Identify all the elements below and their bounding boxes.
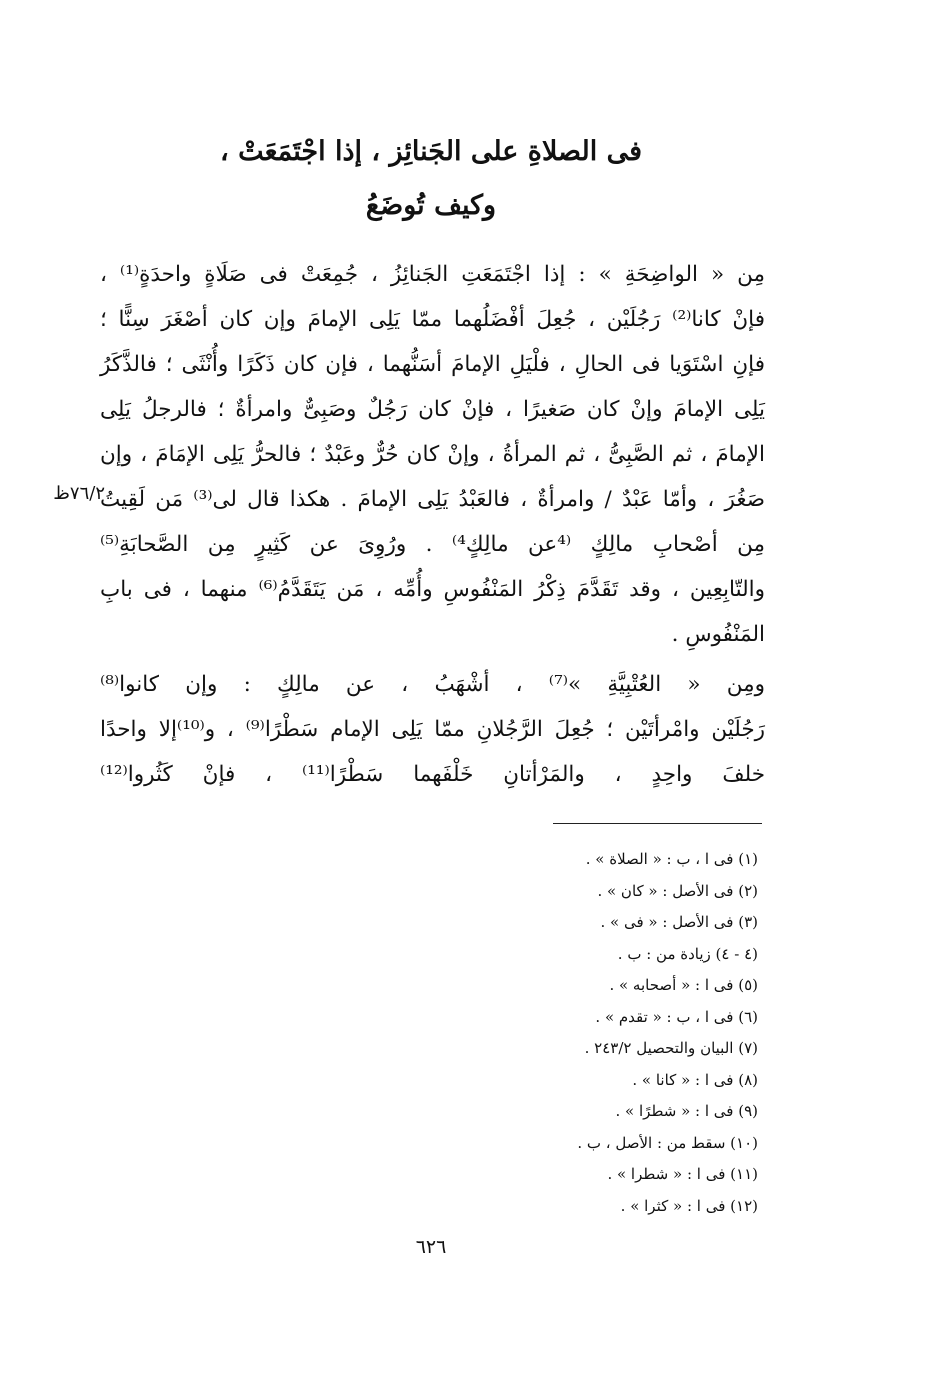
text-line: المَنْفُوسِ . (671, 622, 765, 647)
text-line: ومِن « العُتْبِيَّةِ »⁽⁷⁾ ، أشْهَبُ ، عن مالِكٍ : وإن كانوا⁽⁸⁾ (100, 672, 766, 697)
text-line: فإنْ كانا⁽²⁾ رَجُلَيْن ، جُعِلَ أفْضَلُهما ممّا يَلِى الإمامَ وإن كان أصْغَرَ سِنًّا ؛ (100, 307, 765, 332)
text-line: يَلِى الإمامَ وإنْ كان صَغيرًا ، فإنْ كان رَجُلٌ وصَبِىٌّ وامرأةٌ ؛ فالرجلُ يَلِى (100, 397, 765, 422)
footnote: (٤ - ٤) زيادة من : ب . (617, 944, 758, 963)
footnote: (٧) البيان والتحصيل ٢٤٣/٢ . (584, 1039, 758, 1057)
text-line: صَغُرَ ، وأمّا عَبْدٌ / وامرأةٌ ، فالعَبْدُ يَلِى الإمامَ . هكذا قال لى⁽³⁾ مَن لَقِيتُ (100, 487, 765, 512)
footnotes (498, 844, 758, 1222)
text-line: مِن أصْحابِ مالِكٍ ⁽⁴عن مالِكٍ⁴⁾ . ورُوِىَ عن كَثِيرٍ مِن الصَّحابَةِ⁽⁵⁾ (100, 532, 765, 557)
paragraph-1 (100, 252, 765, 657)
footnote: (٢) فى الأصل : « كان » . (597, 881, 758, 900)
paragraph-2 (100, 662, 765, 797)
text-line: والتّابِعِين ، وقد تَقَدَّمَ ذِكْرُ المَنْفُوسِ وأُمِّه ، مَن يَتَقَدَّمُ⁽⁶⁾ منهما ، فى بابِ (100, 577, 765, 602)
footnote: (٣) فى الأصل : « فى » . (600, 913, 758, 931)
footnote: (٨) فى ا : « كانا » . (632, 1070, 758, 1089)
text-line: رَجُلَيْن وامْرأتَيْن ؛ جُعِلَ الرَّجُلانِ ممّا يَلِى الإمام سَطْرًا⁽⁹⁾ ، و⁽¹⁰⁾إلا واحدًا (100, 717, 765, 742)
page-number: ٦٢٦ (415, 1236, 447, 1258)
text-line: خلفَ واحِدٍ ، والمَرْأتانِ خَلْفَهما سَطْرًا⁽¹¹⁾ ، فإنْ كَثُروا⁽¹²⁾ (100, 762, 765, 787)
text-line: فإنِ اسْتَوَيا فى الحالِ ، فلْيَلِ الإمامَ أسَنُّهما ، فإن كان ذَكَرًا وأُنْثَى ؛ فالذَّكَرُ (100, 352, 765, 377)
footnote: (٥) فى ا : « أصحابه » . (609, 976, 758, 994)
manuscript-folio-marker: ٧٦/٢ظ (53, 483, 105, 504)
footnote-divider (553, 823, 762, 824)
text-line: مِن « الواضِحَةِ » : إذا اجْتَمَعَتِ الجَنائِزُ ، جُمِعَتْ فى صَلَاةٍ واحدَةٍ⁽¹⁾ ، (100, 262, 765, 287)
footnote: (١٠) سقط من : الأصل ، ب . (577, 1133, 758, 1152)
footnote: (١٢) فى ا : « كثرا » . (620, 1196, 758, 1215)
text-line: الإمامَ ، ثم الصَّبِىُّ ، ثم المرأةُ ، وإنْ كان حُرٌّ وعَبْدٌ ؛ فالحرُّ يَلِى الإمَامَ ، وإن (100, 442, 765, 467)
footnote: (٩) فى ا : « شطرًا » . (615, 1102, 758, 1120)
footnote: (٦) فى ا ، ب : « تقدم » . (595, 1007, 758, 1026)
chapter-heading-line-2: وكيف تُوضَعُ (365, 190, 497, 221)
chapter-heading-line-1: فى الصلاةِ على الجَنائِز ، إذا اجْتَمَعَتْ ، (219, 136, 643, 167)
footnote: (١) فى ا ، ب : « الصلاة » . (585, 850, 758, 868)
footnote: (١١) فى ا : « شطرا » . (607, 1165, 758, 1183)
